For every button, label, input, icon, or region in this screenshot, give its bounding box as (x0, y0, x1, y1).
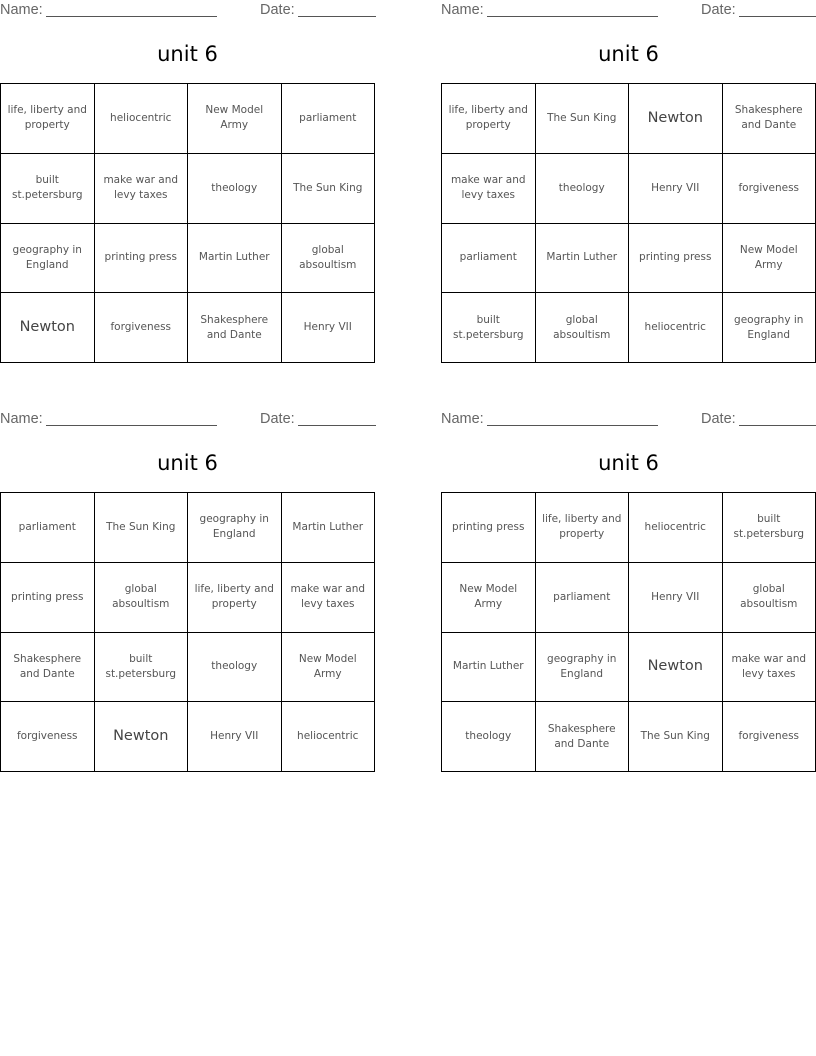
bingo-cell: The Sun King (536, 84, 630, 154)
bingo-cell: New Model Army (282, 633, 376, 703)
bingo-cell: heliocentric (629, 493, 723, 563)
bingo-cell: Martin Luther (282, 493, 376, 563)
card-title: unit 6 (157, 42, 218, 66)
bingo-grid (0, 83, 375, 363)
bingo-cell: theology (536, 154, 630, 224)
bingo-cell: forgiveness (723, 702, 816, 772)
card-title: unit 6 (157, 451, 218, 475)
bingo-cell: built st.petersburg (1, 154, 95, 224)
bingo-grid (441, 492, 816, 772)
card-title: unit 6 (598, 42, 659, 66)
bingo-grid (441, 83, 816, 363)
date-label: Date: (701, 411, 736, 427)
bingo-cell: global absoultism (282, 224, 376, 294)
bingo-cell: printing press (442, 493, 536, 563)
name-label: Name: (441, 2, 484, 18)
card-header (0, 411, 375, 429)
bingo-cell: geography in England (723, 293, 816, 363)
name-label: Name: (0, 2, 43, 18)
bingo-card-1 (0, 0, 375, 380)
bingo-cell: parliament (442, 224, 536, 294)
bingo-card-3 (0, 409, 375, 789)
name-blank-line (487, 425, 658, 426)
bingo-cell: printing press (95, 224, 189, 294)
bingo-cell: Shakesphere and Dante (723, 84, 816, 154)
bingo-cell: make war and levy taxes (442, 154, 536, 224)
bingo-cell: Martin Luther (442, 633, 536, 703)
bingo-cell: New Model Army (442, 563, 536, 633)
bingo-cell: Martin Luther (536, 224, 630, 294)
bingo-cell: heliocentric (629, 293, 723, 363)
bingo-cell: Shakesphere and Dante (1, 633, 95, 703)
bingo-cell: geography in England (536, 633, 630, 703)
bingo-cell: geography in England (1, 224, 95, 294)
bingo-cell: life, liberty and property (188, 563, 282, 633)
bingo-cell: The Sun King (282, 154, 376, 224)
bingo-cell: geography in England (188, 493, 282, 563)
bingo-card-2 (441, 0, 816, 380)
bingo-cell: life, liberty and property (536, 493, 630, 563)
name-label: Name: (441, 411, 484, 427)
name-blank-line (487, 16, 658, 17)
bingo-cell: printing press (1, 563, 95, 633)
bingo-cell: Martin Luther (188, 224, 282, 294)
card-header (441, 411, 816, 429)
bingo-cell: Newton (95, 702, 189, 772)
bingo-cell: theology (188, 154, 282, 224)
bingo-cell: heliocentric (282, 702, 376, 772)
bingo-cell: heliocentric (95, 84, 189, 154)
bingo-cell: global absoultism (723, 563, 816, 633)
name-blank-line (46, 425, 217, 426)
name-label: Name: (0, 411, 43, 427)
bingo-cell: make war and levy taxes (95, 154, 189, 224)
bingo-cell: parliament (536, 563, 630, 633)
bingo-cell: New Model Army (723, 224, 816, 294)
bingo-cell: Shakesphere and Dante (188, 293, 282, 363)
bingo-cell: Henry VII (282, 293, 376, 363)
bingo-cell: Henry VII (629, 154, 723, 224)
bingo-cell: theology (188, 633, 282, 703)
bingo-cell: Newton (629, 633, 723, 703)
bingo-cell: parliament (282, 84, 376, 154)
date-label: Date: (260, 2, 295, 18)
bingo-cell: The Sun King (629, 702, 723, 772)
date-blank-line (298, 16, 376, 17)
bingo-cell: Newton (629, 84, 723, 154)
bingo-cell: global absoultism (536, 293, 630, 363)
card-header (441, 2, 816, 20)
card-title: unit 6 (598, 451, 659, 475)
name-blank-line (46, 16, 217, 17)
bingo-cell: forgiveness (1, 702, 95, 772)
date-blank-line (298, 425, 376, 426)
bingo-cell: built st.petersburg (723, 493, 816, 563)
bingo-cell: parliament (1, 493, 95, 563)
bingo-cell: make war and levy taxes (282, 563, 376, 633)
card-header (0, 2, 375, 20)
bingo-cell: life, liberty and property (442, 84, 536, 154)
bingo-cell: built st.petersburg (442, 293, 536, 363)
bingo-cell: life, liberty and property (1, 84, 95, 154)
bingo-cell: printing press (629, 224, 723, 294)
bingo-cell: make war and levy taxes (723, 633, 816, 703)
bingo-cell: Henry VII (188, 702, 282, 772)
date-blank-line (739, 425, 816, 426)
bingo-card-4 (441, 409, 816, 789)
bingo-cell: theology (442, 702, 536, 772)
bingo-cell: forgiveness (95, 293, 189, 363)
date-label: Date: (701, 2, 736, 18)
bingo-cell: built st.petersburg (95, 633, 189, 703)
bingo-cell: Shakesphere and Dante (536, 702, 630, 772)
bingo-cell: forgiveness (723, 154, 816, 224)
date-label: Date: (260, 411, 295, 427)
date-blank-line (739, 16, 816, 17)
bingo-cell: New Model Army (188, 84, 282, 154)
bingo-cell: The Sun King (95, 493, 189, 563)
bingo-grid (0, 492, 375, 772)
bingo-cell: global absoultism (95, 563, 189, 633)
bingo-cell: Newton (1, 293, 95, 363)
bingo-cell: Henry VII (629, 563, 723, 633)
